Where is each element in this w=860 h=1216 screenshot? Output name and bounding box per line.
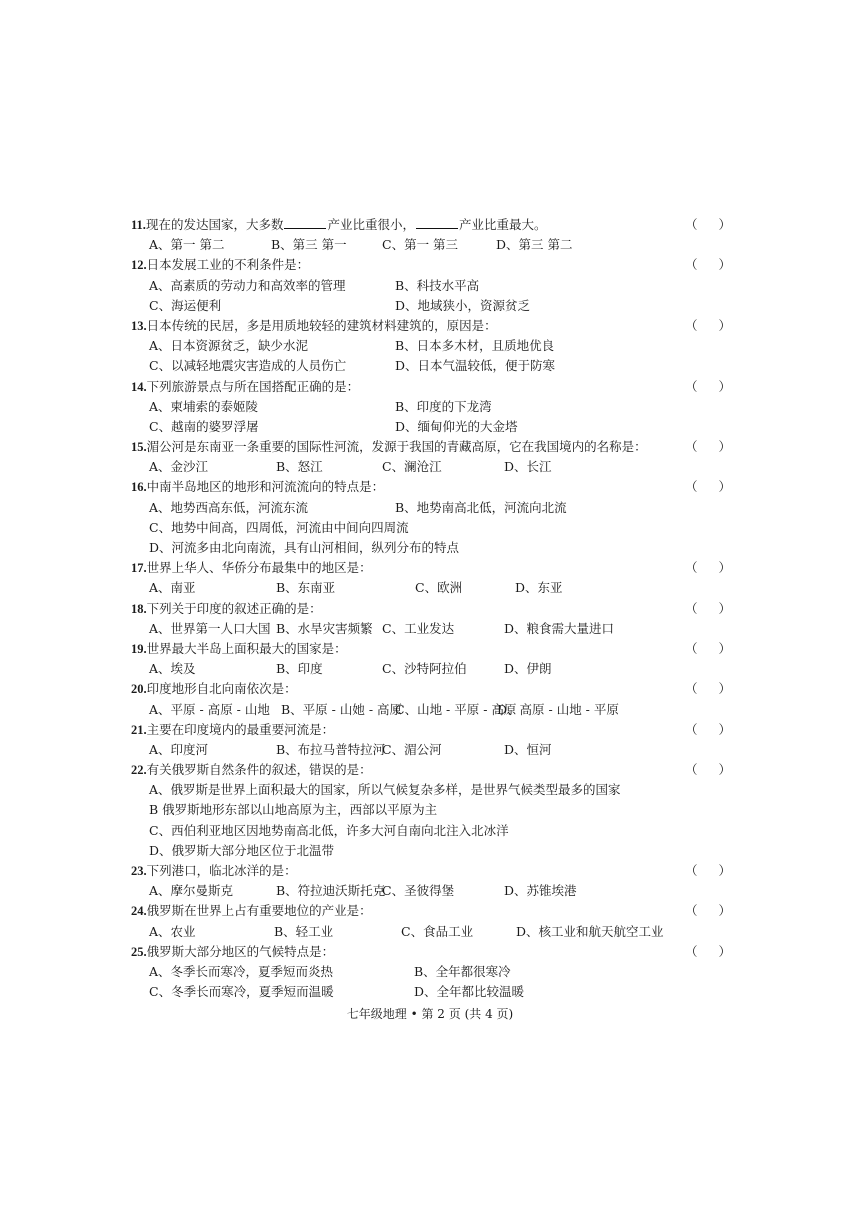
answer-option[interactable]: B、平原 - 山她 - 高原 xyxy=(281,701,403,717)
answer-option[interactable]: B、地势南高北低，河流向北流 xyxy=(395,499,567,515)
option-line xyxy=(131,518,731,538)
question-number: 12. xyxy=(131,258,147,273)
answer-bracket[interactable]: （ ） xyxy=(685,378,731,394)
answer-option[interactable]: C、冬季长而寒冷，夏季短而温暖 xyxy=(149,984,334,1000)
answer-option[interactable]: C、食品工业 xyxy=(401,923,474,939)
option-line xyxy=(131,982,731,1002)
option-line xyxy=(131,841,731,861)
question-text: 日本发展工业的不利条件是： xyxy=(146,257,310,273)
answer-option[interactable]: A、日本资源贫乏，缺少水泥 xyxy=(149,338,309,354)
question-title xyxy=(131,861,731,881)
question-text-part: 产业比重最大。 xyxy=(458,217,547,232)
answer-bracket[interactable]: （ ） xyxy=(685,439,731,455)
question-text: 印度地形自北向南依次是： xyxy=(146,681,297,697)
question-text-part: 产业比重很小， xyxy=(327,217,415,232)
answer-option[interactable]: C、湄公河 xyxy=(382,741,442,757)
answer-option[interactable]: C、地势中间高，四周低，河流由中间向四周流 xyxy=(149,519,409,535)
answer-bracket[interactable]: （ ） xyxy=(685,762,731,778)
answer-option[interactable]: D、伊朗 xyxy=(504,661,552,677)
answer-option[interactable]: B、布拉马普特拉河 xyxy=(276,741,386,757)
fill-in-blank[interactable] xyxy=(416,216,458,229)
option-line xyxy=(131,276,731,296)
question-number: 17. xyxy=(131,561,147,576)
answer-option[interactable]: D、长江 xyxy=(504,459,552,475)
answer-bracket[interactable]: （ ） xyxy=(685,600,731,616)
answer-option[interactable]: A、高素质的劳动力和高效率的管理 xyxy=(149,277,346,293)
question-text: 下列港口，临北冰洋的是： xyxy=(146,863,297,878)
answer-bracket[interactable]: （ ） xyxy=(685,317,731,333)
fill-in-blank[interactable] xyxy=(284,216,326,229)
answer-option[interactable]: C、西伯利亚地区因地势南高北低，许多大河自南向北注入北冰洋 xyxy=(149,822,509,838)
answer-option[interactable]: B、印度 xyxy=(276,661,323,677)
question-title xyxy=(131,437,731,457)
question-number: 13. xyxy=(131,318,147,333)
question-title xyxy=(131,942,731,962)
question-text-part: 现在的发达国家，大多数 xyxy=(145,217,284,232)
question-title xyxy=(131,679,731,699)
answer-option[interactable]: A、平原 - 高原 - 山地 xyxy=(149,701,270,717)
question-number: 19. xyxy=(131,641,147,656)
answer-option[interactable]: D、核工业和航天航空工业 xyxy=(516,923,664,939)
question-text: 俄罗斯大部分地区的气候特点是： xyxy=(146,943,335,959)
answer-option[interactable]: A、印度河 xyxy=(149,741,209,757)
answer-option[interactable]: B、怒江 xyxy=(276,459,323,475)
question-number: 16. xyxy=(131,480,147,495)
answer-option[interactable]: A、地势西高东低，河流东流 xyxy=(149,499,309,515)
answer-option[interactable]: A、金沙江 xyxy=(149,459,209,475)
answer-option[interactable]: B、东南亚 xyxy=(276,580,336,596)
option-line xyxy=(131,498,731,518)
question-title xyxy=(131,720,731,740)
question-text: 有关俄罗斯自然条件的叙述，错误的是： xyxy=(146,762,372,778)
answer-bracket[interactable]: （ ） xyxy=(685,560,731,576)
answer-option[interactable]: C、沙特阿拉伯 xyxy=(382,661,467,677)
question-number: 20. xyxy=(131,682,147,697)
answer-bracket[interactable]: （ ） xyxy=(685,721,731,737)
option-line xyxy=(131,700,731,720)
option-line xyxy=(131,962,731,982)
answer-option[interactable]: D、全年都比较温暖 xyxy=(414,984,525,1000)
option-line xyxy=(131,740,731,760)
answer-option[interactable]: D、缅甸仰光的大金塔 xyxy=(395,418,518,434)
answer-option[interactable]: B、轻工业 xyxy=(274,923,334,939)
answer-option[interactable]: A、俄罗斯是世界上面积最大的国家，所以气候复杂多样，是世界气候类型最多的国家 xyxy=(149,782,621,798)
answer-bracket[interactable]: （ ） xyxy=(685,681,731,697)
option-line xyxy=(131,659,731,679)
option-line xyxy=(131,922,731,942)
answer-option[interactable]: D、第三 第二 xyxy=(496,237,573,253)
question-title xyxy=(131,255,731,275)
question-title xyxy=(131,477,731,497)
answer-option[interactable]: C、越南的婆罗浮屠 xyxy=(149,418,259,434)
question-text: 世界最大半岛上面积最大的国家是： xyxy=(146,640,347,656)
option-line xyxy=(131,821,731,841)
answer-bracket[interactable]: （ ） xyxy=(685,863,731,878)
question-number: 23. xyxy=(131,864,147,878)
answer-bracket[interactable]: （ ） xyxy=(685,257,731,273)
option-line xyxy=(131,397,731,417)
answer-option[interactable]: B、符拉迪沃斯托克 xyxy=(276,883,386,899)
answer-option[interactable]: B、第三 第一 xyxy=(271,237,347,253)
question-title xyxy=(131,599,731,619)
question-text: 下列关于印度的叙述正确的是： xyxy=(146,600,322,616)
question-text: 世界上华人、华侨分布最集中的地区是： xyxy=(146,560,372,576)
question-number: 22. xyxy=(131,763,147,778)
answer-bracket[interactable]: （ ） xyxy=(685,217,731,232)
question-number: 24. xyxy=(131,904,147,919)
answer-option[interactable]: B、科技水平高 xyxy=(395,277,480,293)
answer-option[interactable]: A、第一 第二 xyxy=(149,237,225,253)
answer-bracket[interactable]: （ ） xyxy=(685,479,731,495)
answer-option[interactable]: D、高原 - 山地 - 平原 xyxy=(497,701,619,717)
answer-option[interactable]: A、埃及 xyxy=(149,661,196,677)
answer-option[interactable]: D、地域狭小，资源贫乏 xyxy=(395,297,531,313)
question-number: 11. xyxy=(131,218,146,232)
question-title xyxy=(131,316,731,336)
option-line xyxy=(131,800,731,820)
question-text xyxy=(146,215,685,235)
answer-option[interactable]: D、俄罗斯大部分地区位于北温带 xyxy=(149,842,335,858)
answer-option[interactable]: A、世界第一人口大国 xyxy=(149,620,271,636)
answer-option[interactable]: A、农业 xyxy=(149,923,196,939)
question-title xyxy=(131,639,731,659)
option-line xyxy=(131,780,731,800)
question-number: 25. xyxy=(131,944,147,959)
option-line xyxy=(131,296,731,316)
answer-option[interactable]: D、河流多由北向南流，具有山河相间，纵列分布的特点 xyxy=(149,540,460,555)
question-list xyxy=(131,215,731,1002)
answer-option[interactable]: B 俄罗斯地形东部以山地高原为主，西部以平原为主 xyxy=(149,802,438,818)
answer-bracket[interactable]: （ ） xyxy=(685,903,731,919)
option-line xyxy=(131,619,731,639)
answer-bracket[interactable]: （ ） xyxy=(685,943,731,959)
answer-option[interactable]: B、水旱灾害频繁 xyxy=(276,620,373,636)
question-title xyxy=(131,760,731,780)
answer-option[interactable]: D、粮食需大量进口 xyxy=(504,620,615,636)
page-footer: 七年级地理 • 第 2 页 (共 4 页) xyxy=(346,1007,514,1021)
question-title xyxy=(131,377,731,397)
answer-option[interactable]: C、海运便利 xyxy=(149,297,222,313)
answer-option[interactable]: C、欧洲 xyxy=(415,580,463,596)
answer-option[interactable]: B、日本多木材，且质地优良 xyxy=(395,338,555,354)
question-text: 俄罗斯在世界上占有重要地位的产业是： xyxy=(146,903,372,919)
question-number: 15. xyxy=(131,440,147,455)
answer-option[interactable]: C、以减轻地震灾害造成的人员伤亡 xyxy=(149,358,347,374)
answer-bracket[interactable]: （ ） xyxy=(685,640,731,656)
answer-option[interactable]: C、第一 第三 xyxy=(382,237,459,253)
answer-option[interactable]: C、澜沧江 xyxy=(382,459,442,475)
option-line xyxy=(131,457,731,477)
question-number: 18. xyxy=(131,601,147,616)
question-text: 湄公河是东南亚一条重要的国际性河流，发源于我国的青藏高原，它在我国境内的名称是： xyxy=(146,439,647,455)
option-line xyxy=(131,356,731,376)
option-line xyxy=(131,336,731,356)
answer-option[interactable]: C、圣彼得堡 xyxy=(382,883,455,899)
answer-option[interactable]: A、柬埔索的泰姬陵 xyxy=(149,398,259,414)
question-text: 主要在印度境内的最重要河流是： xyxy=(146,721,335,737)
answer-option[interactable]: C、工业发达 xyxy=(382,620,455,636)
question-text: 下列旅游景点与所在国搭配正确的是： xyxy=(146,378,360,394)
answer-option[interactable]: D、苏锥埃港 xyxy=(504,883,577,899)
option-line xyxy=(131,417,731,437)
option-line xyxy=(131,235,731,255)
answer-option[interactable]: D、东亚 xyxy=(515,580,563,596)
question-number: 14. xyxy=(131,379,147,394)
question-title xyxy=(131,215,731,235)
answer-option[interactable]: D、日本气温较低，便于防寒 xyxy=(395,358,556,374)
question-text: 日本传统的民居，多是用质地较轻的建筑材料建筑的，原因是： xyxy=(146,317,497,333)
question-title xyxy=(131,558,731,578)
answer-option[interactable]: A、冬季长而寒冷，夏季短而炎热 xyxy=(149,963,334,979)
option-line xyxy=(131,578,731,598)
option-line xyxy=(131,538,731,558)
answer-option[interactable]: D、恒河 xyxy=(504,741,552,757)
answer-option[interactable]: C、山地 - 平原 - 高原 xyxy=(395,701,517,717)
question-number: 21. xyxy=(131,722,147,737)
answer-option[interactable]: A、摩尔曼斯克 xyxy=(149,883,234,899)
answer-option[interactable]: B、印度的下龙湾 xyxy=(395,398,492,414)
question-title xyxy=(131,901,731,921)
answer-option[interactable]: B、全年都很寒冷 xyxy=(414,963,511,979)
answer-option[interactable]: A、南亚 xyxy=(149,580,196,596)
question-text: 中南半岛地区的地形和河流流向的特点是： xyxy=(146,479,385,495)
option-line xyxy=(131,881,731,901)
